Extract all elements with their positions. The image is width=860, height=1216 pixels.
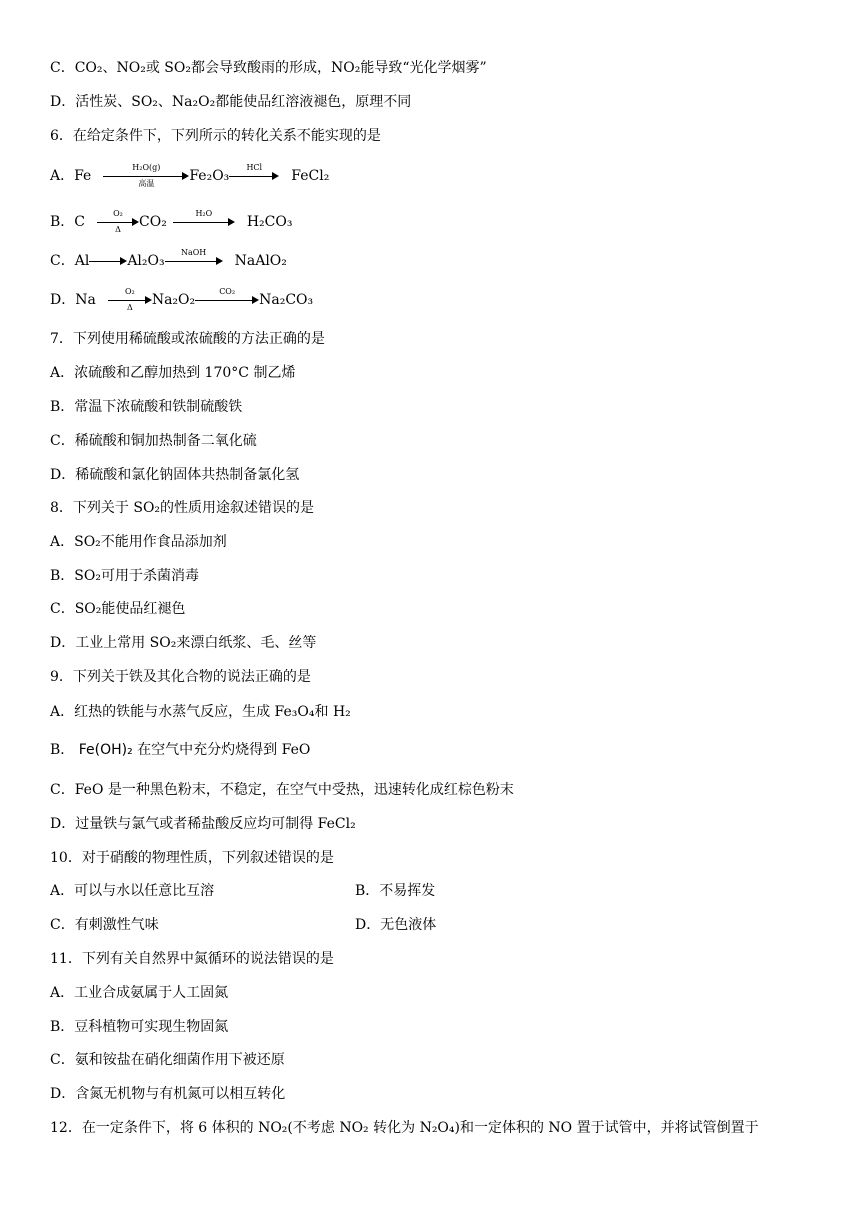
q10-option-c: C．有刺激性气味 (50, 917, 159, 933)
q6-option-b (50, 209, 293, 234)
q10-option-d: D．无色液体 (355, 917, 437, 933)
arrow-condition-above: CO₂ (219, 287, 236, 296)
arrow-condition-below: 高温 (138, 179, 155, 188)
q6-c-product1: Al₂O₃ (127, 253, 165, 269)
q8-option-d: D．工业上常用 SO₂来漂白纸浆、毛、丝等 (50, 635, 317, 651)
q5-option-c: C．CO₂、NO₂或 SO₂都会导致酸雨的形成，NO₂能导致“光化学烟雾” (50, 60, 487, 76)
reaction-arrow (229, 163, 279, 186)
arrow-condition-above: H₂O(g) (132, 163, 161, 172)
q11-option-c: C．氨和铵盐在硝化细菌作用下被还原 (50, 1052, 285, 1068)
q6-stem: 6．在给定条件下，下列所示的转化关系不能实现的是 (50, 128, 381, 144)
q6-d-product1: Na₂O₂ (151, 292, 196, 308)
q12-stem: 12．在一定条件下，将 6 体积的 NO₂(不考虑 NO₂ 转化为 N₂O₄)和一定体积的 NO 置于试管中，并将试管倒置于 (50, 1120, 759, 1136)
arrow-condition-above: O₂ (124, 287, 135, 296)
q6-b-label: B．C (50, 214, 85, 230)
q6-a-product1: Fe₂O₃ (189, 168, 230, 184)
arrow-condition-above: H₂O (195, 209, 213, 218)
q6-b-product2: H₂CO₃ (246, 214, 293, 230)
q7-option-a: A．浓硫酸和乙醇加热到 170°C 制乙烯 (50, 365, 296, 381)
q6-option-c (50, 248, 287, 271)
arrow-condition-below: Δ (115, 225, 121, 234)
q9-b-formula: Fe(OH)₂ (78, 742, 133, 758)
q9-option-c: C．FeO 是一种黑色粉末，不稳定，在空气中受热，迅速转化成红棕色粉末 (50, 782, 514, 798)
reaction-arrow (97, 209, 139, 234)
q8-stem: 8．下列关于 SO₂的性质用途叙述错误的是 (50, 500, 315, 516)
q9-b-label: B． (50, 742, 75, 758)
q7-stem: 7．下列使用稀硫酸或浓硫酸的方法正确的是 (50, 331, 325, 347)
reaction-arrow (89, 251, 127, 271)
q11-option-a: A．工业合成氨属于人工固氮 (50, 985, 229, 1001)
q5-option-d: D．活性炭、SO₂、Na₂O₂都能使品红溶液褪色，原理不同 (50, 94, 412, 110)
q11-option-b: B．豆科植物可实现生物固氮 (50, 1019, 229, 1035)
q6-a-label: A．Fe (50, 168, 92, 184)
q8-option-b: B．SO₂可用于杀菌消毒 (50, 568, 199, 584)
reaction-arrow (103, 163, 189, 188)
q10-option-a: A．可以与水以任意比互溶 (50, 883, 215, 899)
q6-c-label: C．Al (50, 253, 90, 269)
q6-option-d (50, 287, 314, 312)
q8-option-a: A．SO₂不能用作食品添加剂 (50, 534, 227, 550)
q9-option-b (50, 740, 310, 760)
reaction-arrow (173, 209, 235, 232)
arrow-condition-below: Δ (126, 303, 133, 312)
reaction-arrow (108, 287, 152, 312)
q9-option-a: A．红热的铁能与水蒸气反应，生成 Fe₃O₄和 H₂ (50, 704, 351, 720)
q6-a-product2: FeCl₂ (291, 168, 330, 184)
q6-option-a (50, 163, 330, 188)
q10-stem: 10．对于硝酸的物理性质，下列叙述错误的是 (50, 850, 334, 866)
q9-b-text: 在空气中充分灼烧得到 FeO (137, 742, 311, 758)
q11-option-d: D．含氮无机物与有机氮可以相互转化 (50, 1086, 286, 1102)
arrow-condition-above: NaOH (180, 248, 207, 257)
q8-option-c: C．SO₂能使品红褪色 (50, 601, 186, 617)
q6-b-product1: CO₂ (139, 214, 167, 230)
q11-stem: 11．下列有关自然界中氮循环的说法错误的是 (50, 951, 334, 967)
q6-c-product2: NaAlO₂ (234, 253, 287, 269)
q6-d-product2: Na₂CO₃ (259, 292, 314, 308)
reaction-arrow (195, 287, 259, 310)
q7-option-d: D．稀硫酸和氯化钠固体共热制备氯化氢 (50, 467, 300, 483)
q7-option-b: B．常温下浓硫酸和铁制硫酸铁 (50, 399, 243, 415)
q6-d-label: D．Na (50, 292, 96, 308)
q9-stem: 9．下列关于铁及其化合物的说法正确的是 (50, 669, 311, 685)
q9-option-d: D．过量铁与氯气或者稀盐酸反应均可制得 FeCl₂ (50, 816, 356, 832)
arrow-condition-above: O₂ (113, 209, 123, 218)
reaction-arrow (165, 248, 223, 271)
q7-option-c: C．稀硫酸和铜加热制备二氧化硫 (50, 433, 257, 449)
arrow-condition-above: HCl (246, 163, 263, 172)
q10-option-b: B．不易挥发 (355, 883, 436, 899)
